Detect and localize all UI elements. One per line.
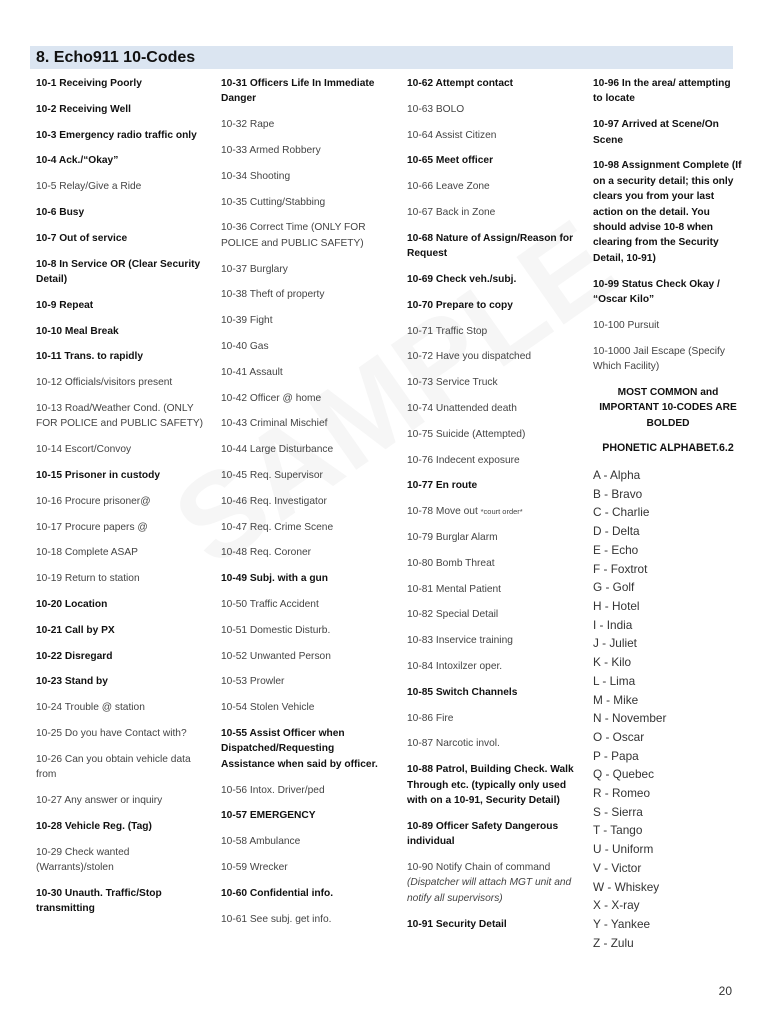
code-entry xyxy=(221,416,383,431)
phonetic-letter: J - Juliet xyxy=(593,636,637,651)
code-text: 10-84 Intoxilzer oper. xyxy=(407,660,503,672)
phonetic-letter: R - Romeo xyxy=(593,786,651,801)
code-entry xyxy=(407,711,583,726)
code-text: 10-82 Special Detail xyxy=(407,609,499,621)
code-entry xyxy=(221,391,383,406)
phonetic-letter: T - Tango xyxy=(593,823,643,838)
code-text: 10-83 Inservice training xyxy=(407,635,513,647)
code-entry xyxy=(36,76,208,91)
code-entry xyxy=(221,597,383,612)
code-text: 10-91 Security Detail xyxy=(407,918,507,930)
code-entry xyxy=(407,530,583,545)
code-entry xyxy=(407,401,583,416)
phonetic-letter: X - X-ray xyxy=(593,898,640,913)
code-text: 10-49 Subj. with a gun xyxy=(221,573,328,585)
code-text: 10-17 Procure papers @ xyxy=(36,521,148,533)
code-entry xyxy=(36,623,208,638)
code-entry xyxy=(593,76,743,107)
code-text: 10-40 Gas xyxy=(221,340,269,352)
code-text: 10-88 Patrol, Building Check. Walk Through etc. (typically only used with on a 10-91, Security Detail) xyxy=(407,764,574,806)
code-entry xyxy=(36,205,208,220)
code-text: 10-75 Suicide (Attempted) xyxy=(407,428,526,440)
code-entry xyxy=(221,834,383,849)
code-text: 10-71 Traffic Stop xyxy=(407,325,488,337)
code-text: 10-31 Officers Life In Immediate Danger xyxy=(221,78,375,105)
code-text: 10-44 Large Disturbance xyxy=(221,444,334,456)
code-entry xyxy=(221,545,383,560)
code-entry xyxy=(407,453,583,468)
code-entry xyxy=(36,179,208,194)
code-note: (Dispatcher will attach MGT unit and notify all supervisors) xyxy=(407,877,572,904)
code-entry xyxy=(221,886,383,901)
code-text: 10-27 Any answer or inquiry xyxy=(36,794,163,806)
code-text: 10-33 Armed Robbery xyxy=(221,145,321,156)
code-text: 10-58 Ambulance xyxy=(221,836,301,848)
code-text: 10-45 Req. Supervisor xyxy=(221,469,323,481)
code-text: 10-70 Prepare to copy xyxy=(407,299,513,311)
code-entry xyxy=(36,886,208,917)
code-text: 10-77 En route xyxy=(407,480,478,492)
code-text: 10-73 Service Truck xyxy=(407,377,498,389)
code-text: 10-68 Nature of Assign/Reason for Request xyxy=(407,232,574,260)
codes-column-2 xyxy=(221,76,383,937)
common-codes-note: MOST COMMON and IMPORTANT 10-CODES ARE BOLDED xyxy=(599,386,737,429)
code-text: 10-6 Busy xyxy=(36,206,85,218)
code-entry xyxy=(407,298,583,313)
phonetic-letter: B - Bravo xyxy=(593,486,643,501)
code-text: 10-80 Bomb Threat xyxy=(407,557,495,569)
code-entry xyxy=(36,726,208,741)
code-entry xyxy=(36,819,208,834)
phonetic-letter: O - Oscar xyxy=(593,729,645,744)
code-entry xyxy=(221,287,383,302)
code-text: 10-24 Trouble @ station xyxy=(36,702,145,714)
code-entry xyxy=(221,220,383,251)
code-entry xyxy=(36,349,208,364)
code-entry xyxy=(407,427,583,442)
phonetic-letter: E - Echo xyxy=(593,542,639,557)
phonetic-letter: C - Charlie xyxy=(593,505,650,520)
phonetic-letter: H - Hotel xyxy=(593,598,640,613)
code-text: 10-99 Status Check Okay / “Oscar Kilo” xyxy=(593,278,720,306)
code-text: 10-81 Mental Patient xyxy=(407,583,502,595)
code-text: 10-39 Fight xyxy=(221,315,273,327)
code-entry xyxy=(407,607,583,622)
code-entry xyxy=(36,257,208,288)
code-text: 10-14 Escort/Convoy xyxy=(36,444,132,456)
code-entry xyxy=(221,912,383,927)
code-entry xyxy=(407,736,583,751)
code-text: 10-56 Intox. Driver/ped xyxy=(221,784,325,796)
code-entry xyxy=(36,231,208,246)
code-entry xyxy=(221,808,383,823)
code-text: 10-55 Assist Officer when Dispatched/Requesting Assistance when said by officer. xyxy=(221,727,378,770)
code-text: 10-38 Theft of property xyxy=(221,289,325,301)
code-text: 10-79 Burglar Alarm xyxy=(407,531,498,543)
code-entry xyxy=(407,685,583,700)
code-text: 10-30 Unauth. Traffic/Stop transmitting xyxy=(36,887,162,915)
code-text: 10-86 Fire xyxy=(407,712,454,724)
code-text: 10-28 Vehicle Reg. (Tag) xyxy=(36,820,152,832)
code-text: 10-42 Officer @ home xyxy=(221,392,322,404)
code-text: 10-36 Correct Time (ONLY FOR POLICE and PUBLIC SAFETY) xyxy=(221,222,366,249)
code-entry xyxy=(36,752,208,783)
code-entry xyxy=(36,494,208,509)
code-entry xyxy=(221,313,383,328)
code-text: 10-74 Unattended death xyxy=(407,402,517,414)
code-entry xyxy=(221,262,383,277)
phonetic-letter: V - Victor xyxy=(593,860,642,875)
code-text: 10-61 See subj. get info. xyxy=(221,913,332,925)
code-entry xyxy=(407,860,583,906)
code-text: 10-2 Receiving Well xyxy=(36,103,131,115)
code-entry xyxy=(221,143,383,158)
phonetic-letter: K - Kilo xyxy=(593,655,632,670)
code-entry xyxy=(36,700,208,715)
code-text: 10-15 Prisoner in custody xyxy=(36,469,160,481)
code-text: 10-12 Officials/visitors present xyxy=(36,377,173,389)
code-text: 10-87 Narcotic invol. xyxy=(407,738,500,750)
code-entry xyxy=(407,231,583,262)
code-entry xyxy=(407,375,583,390)
code-entry xyxy=(221,365,383,380)
code-entry xyxy=(407,349,583,364)
code-text: 10-7 Out of service xyxy=(36,232,128,244)
phonetic-letter: A - Alpha xyxy=(593,468,641,483)
code-entry xyxy=(36,153,208,168)
code-text: 10-46 Req. Investigator xyxy=(221,495,327,507)
section-title: 8. Echo911 10-Codes xyxy=(30,46,733,69)
code-text: 10-9 Repeat xyxy=(36,299,94,311)
code-text: 10-62 Attempt contact xyxy=(407,78,514,89)
code-entry xyxy=(407,478,583,493)
phonetic-letter: Y - Yankee xyxy=(593,916,651,931)
code-text: 10-1000 Jail Escape (Specify Which Facility) xyxy=(593,345,725,373)
code-text: 10-13 Road/Weather Cond. (ONLY FOR POLICE and PUBLIC SAFETY) xyxy=(36,402,204,430)
code-entry xyxy=(36,298,208,313)
code-entry xyxy=(407,633,583,648)
code-entry xyxy=(407,762,583,808)
code-entry xyxy=(407,582,583,597)
code-text: 10-10 Meal Break xyxy=(36,325,119,337)
code-entry xyxy=(407,179,583,194)
phonetic-letter: M - Mike xyxy=(593,692,639,707)
code-text: 10-34 Shooting xyxy=(221,170,291,182)
code-entry xyxy=(407,819,583,850)
code-text: 10-29 Check wanted (Warrants)/stolen xyxy=(36,846,130,873)
code-text: 10-64 Assist Citizen xyxy=(407,129,497,141)
phonetic-letter: W - Whiskey xyxy=(593,879,660,894)
code-entry xyxy=(36,401,208,432)
code-text: 10-3 Emergency radio traffic only xyxy=(36,129,197,141)
code-text: 10-5 Relay/Give a Ride xyxy=(36,181,142,193)
codes-column-1 xyxy=(36,76,208,927)
code-entry xyxy=(407,128,583,143)
code-text: 10-78 Move out xyxy=(407,506,481,518)
code-text: 10-47 Req. Crime Scene xyxy=(221,521,334,533)
code-text: 10-90 Notify Chain of command xyxy=(407,861,551,873)
code-text: 10-97 Arrived at Scene/On Scene xyxy=(593,119,719,146)
code-text: 10-54 Stolen Vehicle xyxy=(221,702,315,714)
code-text: 10-35 Cutting/Stabbing xyxy=(221,196,326,208)
phonetic-letter: N - November xyxy=(593,711,667,726)
code-entry xyxy=(36,649,208,664)
code-entry xyxy=(407,324,583,339)
code-text: 10-57 EMERGENCY xyxy=(221,810,316,822)
code-entry xyxy=(407,153,583,168)
code-text: 10-16 Procure prisoner@ xyxy=(36,495,151,507)
code-entry xyxy=(36,102,208,117)
code-entry xyxy=(36,793,208,808)
code-entry xyxy=(407,205,583,220)
code-entry xyxy=(36,468,208,483)
code-entry xyxy=(407,556,583,571)
code-entry xyxy=(407,76,583,91)
phonetic-letter: I - India xyxy=(593,617,633,632)
code-entry xyxy=(221,195,383,210)
code-text: 10-66 Leave Zone xyxy=(407,181,490,193)
code-entry xyxy=(36,674,208,689)
code-entry xyxy=(221,117,383,132)
code-entry xyxy=(36,128,208,143)
phonetic-letter: Z - Zulu xyxy=(593,935,634,950)
code-text: 10-65 Meet officer xyxy=(407,155,494,167)
code-entry xyxy=(593,344,743,375)
code-entry xyxy=(221,468,383,483)
code-entry xyxy=(221,623,383,638)
codes-list-4 xyxy=(593,76,743,374)
code-entry xyxy=(221,649,383,664)
code-text: 10-69 Check veh./subj. xyxy=(407,273,517,285)
phonetic-letter: D - Delta xyxy=(593,524,640,539)
code-entry xyxy=(221,700,383,715)
code-entry xyxy=(36,845,208,876)
code-entry xyxy=(221,494,383,509)
code-entry xyxy=(36,571,208,586)
phonetic-letter: U - Uniform xyxy=(593,842,654,857)
code-entry xyxy=(407,659,583,674)
phonetic-letter: F - Foxtrot xyxy=(593,561,648,576)
code-text: 10-32 Rape xyxy=(221,119,275,131)
code-text: 10-18 Complete ASAP xyxy=(36,547,138,559)
code-text: 10-1 Receiving Poorly xyxy=(36,78,142,89)
codes-column-4 xyxy=(593,76,743,952)
code-entry xyxy=(221,76,383,107)
phonetic-letter: Q - Quebec xyxy=(593,767,654,782)
code-entry xyxy=(221,783,383,798)
code-text: 10-22 Disregard xyxy=(36,650,113,662)
code-text: 10-19 Return to station xyxy=(36,573,140,585)
code-entry xyxy=(593,318,743,333)
code-text: 10-48 Req. Coroner xyxy=(221,547,312,559)
code-text: 10-21 Call by PX xyxy=(36,624,115,636)
code-text: 10-100 Pursuit xyxy=(593,319,660,331)
code-entry xyxy=(36,375,208,390)
code-entry xyxy=(221,169,383,184)
code-text: 10-26 Can you obtain vehicle data from xyxy=(36,753,191,781)
code-text: 10-43 Criminal Mischief xyxy=(221,418,328,430)
code-text: 10-67 Back in Zone xyxy=(407,206,496,218)
code-entry xyxy=(407,504,583,519)
code-text: 10-20 Location xyxy=(36,598,108,610)
code-text: 10-72 Have you dispatched xyxy=(407,351,532,363)
code-text: 10-41 Assault xyxy=(221,366,283,378)
phonetic-letter: S - Sierra xyxy=(593,804,643,819)
code-entry xyxy=(221,726,383,772)
code-text: 10-50 Traffic Accident xyxy=(221,598,319,610)
code-entry xyxy=(36,597,208,612)
code-text: 10-52 Unwanted Person xyxy=(221,650,331,662)
code-text: 10-4 Ack./“Okay” xyxy=(36,155,119,167)
code-text: 10-53 Prowler xyxy=(221,676,285,688)
code-entry xyxy=(221,339,383,354)
code-text: 10-51 Domestic Disturb. xyxy=(221,624,331,636)
code-text: 10-25 Do you have Contact with? xyxy=(36,727,187,739)
page-number: 20 xyxy=(718,984,732,998)
code-text: 10-23 Stand by xyxy=(36,676,108,688)
code-entry xyxy=(407,917,583,932)
code-entry xyxy=(36,324,208,339)
code-text: 10-60 Confidential info. xyxy=(221,887,334,899)
code-text: 10-76 Indecent exposure xyxy=(407,454,520,466)
code-entry xyxy=(221,860,383,875)
code-entry xyxy=(407,272,583,287)
code-text: 10-8 In Service OR (Clear Security Detail) xyxy=(36,258,201,285)
code-entry xyxy=(593,277,743,308)
phonetic-letter: P - Papa xyxy=(593,748,639,763)
code-text: 10-11 Trans. to rapidly xyxy=(36,351,144,363)
code-entry xyxy=(593,158,743,266)
phonetic-letter: G - Golf xyxy=(593,580,635,595)
code-text: 10-59 Wrecker xyxy=(221,861,288,873)
code-entry xyxy=(221,674,383,689)
code-text: 10-96 In the area/ attempting to locate xyxy=(593,78,731,105)
code-entry xyxy=(221,520,383,535)
code-entry xyxy=(36,442,208,457)
code-entry xyxy=(593,117,743,148)
codes-column-3 xyxy=(407,76,583,942)
code-entry xyxy=(221,442,383,457)
code-entry xyxy=(36,545,208,560)
code-entry xyxy=(36,520,208,535)
code-text: 10-89 Officer Safety Dangerous individual xyxy=(407,820,559,848)
code-note: *court order* xyxy=(480,507,523,517)
code-text: 10-37 Burglary xyxy=(221,263,288,275)
phonetic-letter: L - Lima xyxy=(593,673,636,688)
phonetic-alphabet-list xyxy=(593,466,743,952)
code-entry xyxy=(407,102,583,117)
code-text: 10-63 BOLO xyxy=(407,103,465,115)
code-text: 10-98 Assignment Complete (If on a security detail; this only clears you from your last action on the detail. You should advise 10-8 when clearing from the Security Detail, 10-91) xyxy=(593,160,742,264)
code-entry xyxy=(221,571,383,586)
code-text: 10-85 Switch Channels xyxy=(407,686,518,698)
phonetic-alphabet-title: PHONETIC ALPHABET.6.2 xyxy=(602,442,734,455)
